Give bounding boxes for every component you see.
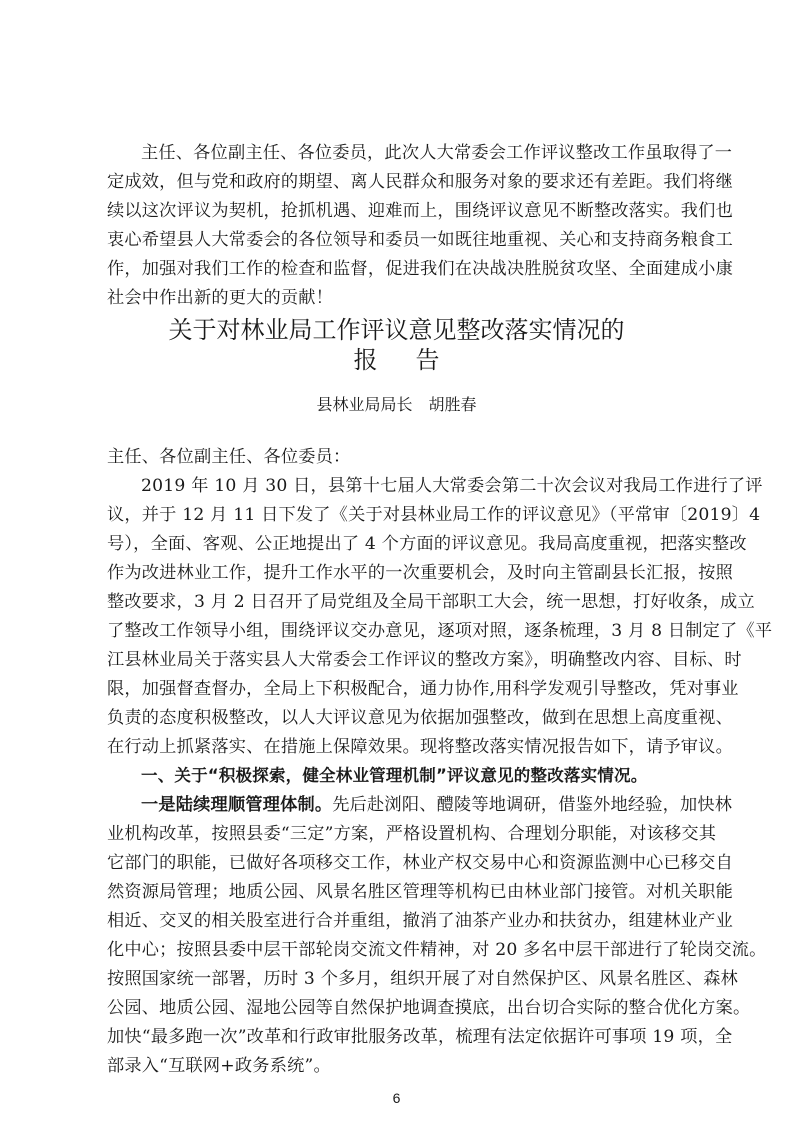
section-body-line xyxy=(141,795,733,815)
closing-line: 续以这次评议为契机，抢抓机遇、迎难而上，围绕评议意见不断整改落实。我们也 xyxy=(107,201,733,221)
section-body-line: 它部门的职能，已做好各项移交工作，林业产权交易中心和资源监测中心已移交自 xyxy=(107,853,733,873)
closing-line: 定成效，但与党和政府的期望、离人民群众和服务对象的要求还有差距。我们将继 xyxy=(107,172,733,192)
closing-line: 作，加强对我们工作的检查和监督，促进我们在决战决胜脱贫攻坚、全面建成小康 xyxy=(107,259,733,279)
report-title-line2: 报告 xyxy=(353,346,478,374)
closing-line: 衷心希望县人大常委会的各位领导和委员一如既往地重视、关心和支持商务粮食工 xyxy=(107,230,733,250)
section-body-line: 加快“最多跑一次”改革和行政审批服务改革，梳理有法定依据许可事项 19 项，全 xyxy=(107,1027,733,1047)
intro-line: 作为改进林业工作，提升工作水平的一次重要机会，及时向主管副县长汇报，按照 xyxy=(107,563,733,583)
section-body-line: 然资源局管理；地质公园、风景名胜区管理等机构已由林业部门接管。对机关职能 xyxy=(107,882,733,902)
closing-line: 主任、各位副主任、各位委员，此次人大常委会工作评议整改工作虽取得了一 xyxy=(141,143,733,163)
intro-line: 整改要求，3 月 2 日召开了局党组及全局干部职工大会，统一思想，打好收条，成立 xyxy=(107,592,755,612)
closing-line: 社会中作出新的更大的贡献！ xyxy=(107,288,334,308)
intro-line: 限，加强督查督办，全局上下积极配合，通力协作,用科学发观引导整改，凭对事业 xyxy=(107,679,739,699)
intro-line: 2019 年 10 月 30 日，县第十七届人大常委会第二十次会议对我局工作进行了评 xyxy=(141,476,763,496)
report-byline: 县林业局局长 胡胜春 xyxy=(316,395,477,414)
section-lead: 一是陆续理顺管理体制。 xyxy=(141,795,333,815)
section-body-line: 按照国家统一部署，历时 3 个多月，组织开展了对自然保护区、风景名胜区、森林 xyxy=(107,969,739,989)
section-body-line: 相近、交叉的相关股室进行合并重组，撤消了油茶产业办和扶贫办，组建林业产业 xyxy=(107,911,733,931)
salutation: 主任、各位副主任、各位委员： xyxy=(107,447,351,467)
intro-line: 议，并于 12 月 11 日下发了《关于对县林业局工作的评议意见》（平常审〔2019〕4 xyxy=(107,505,761,525)
report-title-line1: 关于对林业局工作评议意见整改落实情况的 xyxy=(168,316,625,344)
section-body-line: 部录入“互联网+政务系统”。 xyxy=(107,1056,331,1076)
section-body-text: 先后赴浏阳、醴陵等地调研，借鉴外地经验，加快林 xyxy=(332,795,733,815)
section-body-line: 业机构改革，按照县委“三定”方案，严格设置机构、合理划分职能，对该移交其 xyxy=(107,824,717,844)
intro-line: 江县林业局关于落实县人大常委会工作评议的整改方案》，明确整改内容、目标、时 xyxy=(107,650,742,670)
intro-line: 负责的态度积极整改，以人大评议意见为依据加强整改，做到在思想上高度重视、 xyxy=(107,708,733,728)
intro-line: 了整改工作领导小组，围绕评议交办意见，逐项对照，逐条梳理，3 月 8 日制定了《平 xyxy=(107,621,773,641)
section-body-line: 化中心；按照县委中层干部轮岗交流文件精神，对 20 多名中层干部进行了轮岗交流。 xyxy=(107,940,767,960)
section-heading: 一、关于“积极探索，健全林业管理机制”评议意见的整改落实情况。 xyxy=(141,766,648,785)
intro-line: 在行动上抓紧落实、在措施上保障效果。现将整改落实情况报告如下，请予审议。 xyxy=(107,737,733,757)
page-number: 6 xyxy=(392,1090,401,1106)
intro-line: 号），全面、客观、公正地提出了 4 个方面的评议意见。我局高度重视，把落实整改 xyxy=(107,534,747,554)
section-body-line: 公园、地质公园、湿地公园等自然保护地调查摸底，出台切合实际的整合优化方案。 xyxy=(107,998,751,1018)
